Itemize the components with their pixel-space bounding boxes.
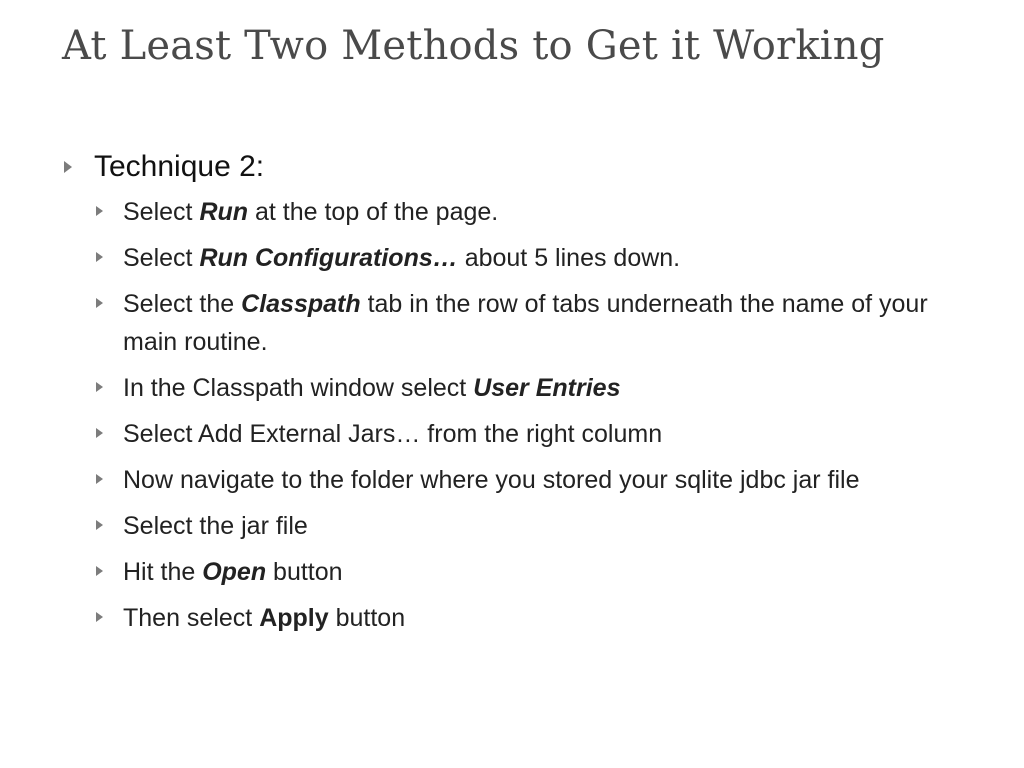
triangle-right-icon [96, 382, 103, 392]
list-item-text: Then select [123, 604, 260, 632]
triangle-right-icon [96, 612, 103, 622]
list-item-add-external-jars [92, 415, 962, 453]
list-item-run [92, 193, 962, 231]
list-item-text: button [328, 604, 406, 632]
slide-content [62, 145, 962, 645]
triangle-right-icon [96, 252, 103, 262]
list-item-text: Select the jar file [123, 512, 308, 540]
technique-heading-label: Technique 2: [94, 150, 265, 183]
list-item-text: Select the [123, 290, 242, 318]
list-item-apply-button [92, 599, 962, 637]
triangle-right-icon [96, 206, 103, 216]
list-item-text: Select [123, 198, 200, 226]
list-item-text: In the Classpath window select [123, 374, 474, 402]
list-item-emphasis: Run Configurations… [199, 244, 458, 272]
list-item-strong: Apply [259, 604, 329, 632]
technique-heading [62, 145, 962, 189]
list-item-emphasis: Open [202, 558, 267, 586]
list-item-select-jar [92, 507, 962, 545]
list-item-text: tab in the row of tabs underneath the name of your main routine. [123, 290, 928, 356]
list-item-emphasis: Run [199, 198, 249, 226]
triangle-right-icon [96, 428, 103, 438]
list-item-emphasis: User Entries [473, 374, 621, 402]
list-item-text: button [266, 558, 343, 586]
list-item-text: Hit the [123, 558, 203, 586]
list-item-navigate-folder [92, 461, 962, 499]
list-item-classpath-tab [92, 285, 962, 361]
triangle-right-icon [96, 298, 103, 308]
triangle-right-icon [64, 161, 72, 173]
list-item-text: at the top of the page. [248, 198, 499, 226]
triangle-right-icon [96, 566, 103, 576]
triangle-right-icon [96, 474, 103, 484]
list-item-text: about 5 lines down. [457, 244, 681, 272]
slide-title: At Least Two Methods to Get it Working [62, 23, 885, 69]
list-item-emphasis: Classpath [241, 290, 361, 318]
list-item-text: Select [123, 244, 200, 272]
list-item-run-configurations [92, 239, 962, 277]
list-item-user-entries [92, 369, 962, 407]
list-item-text: Now navigate to the folder where you stored your sqlite jdbc jar file [123, 466, 860, 494]
list-item-open-button [92, 553, 962, 591]
triangle-right-icon [96, 520, 103, 530]
list-item-text: Select Add External Jars… from the right column [123, 420, 663, 448]
